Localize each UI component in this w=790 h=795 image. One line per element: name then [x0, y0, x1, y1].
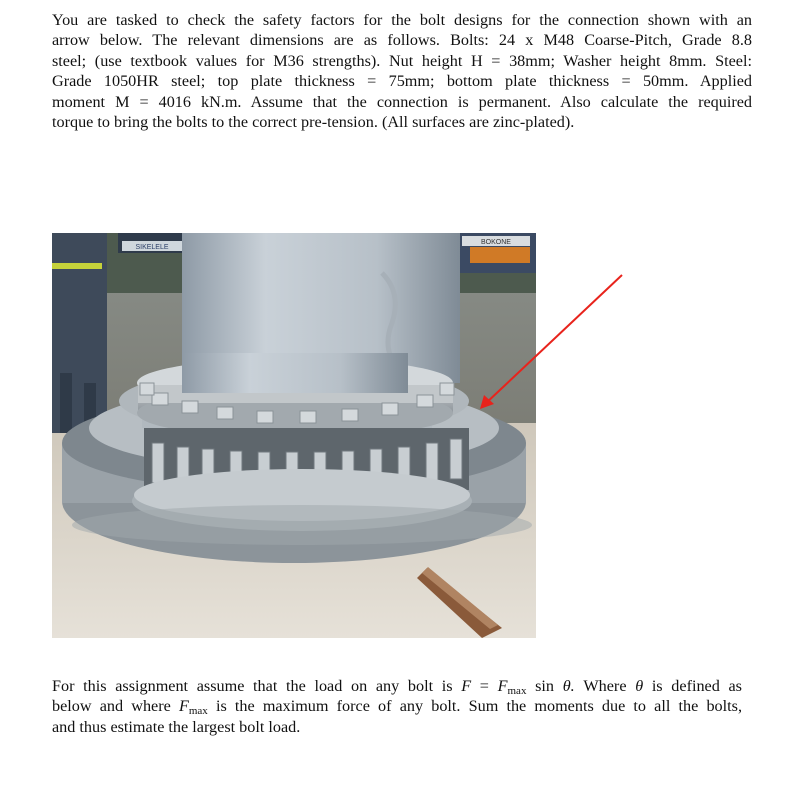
note-eq: =	[471, 677, 498, 695]
text-line: Grade 1050HR steel; top plate thickness = 75mm; bottom plate thickness = 50mm. Applied	[52, 72, 752, 91]
var-F: F	[461, 677, 472, 695]
bolted-flange-photo	[52, 233, 536, 638]
var-Fmax: F	[178, 697, 189, 716]
problem-statement	[52, 10, 752, 132]
var-theta: θ.	[562, 677, 575, 695]
text-line: torque to bring the bolts to the correct pre-tension. (All surfaces are zinc-plated).	[52, 113, 575, 132]
var-Fmax-subscript: max	[188, 705, 208, 718]
sign-left: SIKELELE	[135, 244, 169, 251]
note-text: sin	[526, 677, 563, 695]
note-text: For this assignment assume that the load on any bolt is	[52, 677, 462, 695]
text-line: arrow below. The relevant dimensions are as follows. Bolts: 24 x M48 Coarse-Pitch, Grade 8.8	[52, 31, 752, 50]
var-theta: θ	[635, 677, 644, 695]
note-text: is the maximum force of any bolt. Sum the moments due to all the bolts,	[207, 697, 742, 716]
note-text: below and where	[52, 697, 179, 716]
note-line	[52, 696, 742, 716]
text-line: moment M = 4016 kN.m. Assume that the connection is permanent. Also calculate the required	[52, 92, 752, 111]
sign-right: BOKONE	[481, 239, 511, 246]
note-text: is defined as	[643, 677, 742, 695]
note-line	[52, 676, 742, 696]
assumption-note	[52, 676, 742, 737]
note-text: Where	[574, 677, 636, 695]
var-Fmax-subscript: max	[507, 685, 527, 697]
red-arrow-icon	[470, 268, 630, 418]
text-line: steel; (use textbook values for M36 strengths). Nut height H = 38mm; Washer height 8mm. Steel:	[52, 51, 752, 70]
text-line: You are tasked to check the safety factors for the bolt designs for the connection shown with an	[52, 11, 752, 29]
var-Fmax: F	[497, 677, 508, 695]
note-line: and thus estimate the largest bolt load.	[52, 717, 301, 736]
